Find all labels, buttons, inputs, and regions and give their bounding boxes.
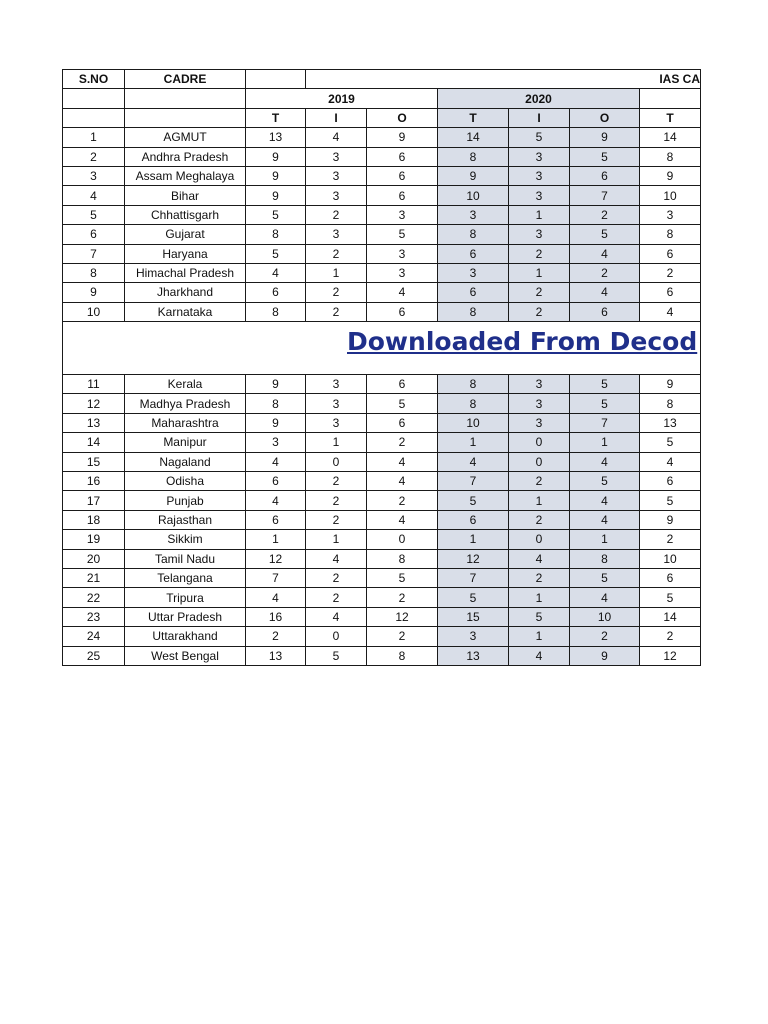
cell-i-2020: 0	[509, 433, 570, 452]
cell-i-2019: 1	[306, 530, 367, 549]
cell-o-2019: 2	[367, 588, 438, 607]
cell-i-2019: 1	[306, 263, 367, 282]
cell-cadre: Punjab	[125, 491, 246, 510]
cell-o-2019: 6	[367, 147, 438, 166]
cell-i-2020: 2	[509, 244, 570, 263]
cell-sno: 2	[63, 147, 125, 166]
cell-cadre: Tripura	[125, 588, 246, 607]
cell-t-2020: 5	[438, 491, 509, 510]
cell-cadre: West Bengal	[125, 646, 246, 665]
cell-o-2020: 9	[570, 128, 640, 147]
cell-t-next: 2	[640, 627, 701, 646]
cell-o-2020: 8	[570, 549, 640, 568]
cell-cadre: Kerala	[125, 375, 246, 394]
cell-t-2019: 5	[246, 244, 306, 263]
cell-i-2020: 3	[509, 394, 570, 413]
cell-o-2019: 5	[367, 568, 438, 587]
cell-t-2019: 9	[246, 147, 306, 166]
table-row	[63, 263, 701, 282]
cell-sno: 6	[63, 225, 125, 244]
cell-t-2020: 15	[438, 607, 509, 626]
cell-t-2019: 13	[246, 646, 306, 665]
cell-sno: 16	[63, 472, 125, 491]
cell-o-2019: 3	[367, 263, 438, 282]
cell-i-2019: 3	[306, 186, 367, 205]
table-row	[63, 491, 701, 510]
cell-t-2020: 8	[438, 302, 509, 321]
cell-t-next: 4	[640, 452, 701, 471]
cell-t-next: 8	[640, 225, 701, 244]
cell-o-2020: 7	[570, 186, 640, 205]
cell-sno: 18	[63, 510, 125, 529]
cell-t-2020: 7	[438, 472, 509, 491]
table-row	[63, 186, 701, 205]
cell-t-2019: 8	[246, 225, 306, 244]
cell-o-2019: 5	[367, 225, 438, 244]
cell-t-next: 9	[640, 166, 701, 185]
cell-o-2020: 4	[570, 244, 640, 263]
cell-i-2020: 0	[509, 530, 570, 549]
cell-t-2020: 4	[438, 452, 509, 471]
cell-sno: 19	[63, 530, 125, 549]
cell-o-2019: 8	[367, 646, 438, 665]
cell-t-2020: 1	[438, 433, 509, 452]
cell-t-2019: 12	[246, 549, 306, 568]
cell-o-2020: 5	[570, 375, 640, 394]
cell-i-2020: 5	[509, 128, 570, 147]
cell-o-2020: 5	[570, 394, 640, 413]
table-row	[63, 225, 701, 244]
cell-o-2019: 4	[367, 510, 438, 529]
cell-o-2020: 5	[570, 225, 640, 244]
cell-t-next: 5	[640, 588, 701, 607]
cell-t-2020: 10	[438, 413, 509, 432]
cell-i-2019: 2	[306, 568, 367, 587]
cell-t-2020: 8	[438, 225, 509, 244]
cell-t-2020: 14	[438, 128, 509, 147]
cell-i-2020: 2	[509, 283, 570, 302]
cell-i-2020: 2	[509, 568, 570, 587]
cell-t-next: 8	[640, 394, 701, 413]
cell-o-2020: 2	[570, 205, 640, 224]
cell-o-2019: 6	[367, 413, 438, 432]
table-row	[63, 413, 701, 432]
cell-i-2020: 2	[509, 472, 570, 491]
cell-i-2019: 2	[306, 244, 367, 263]
table-row	[63, 205, 701, 224]
table-row	[63, 433, 701, 452]
cell-t-next: 9	[640, 375, 701, 394]
cell-o-2020: 4	[570, 283, 640, 302]
table-row	[63, 452, 701, 471]
cell-t-2020: 6	[438, 244, 509, 263]
cell-t-2020: 3	[438, 627, 509, 646]
cell-o-2019: 9	[367, 128, 438, 147]
cell-t-next: 6	[640, 244, 701, 263]
cell-t-2020: 6	[438, 283, 509, 302]
cell-t-2019: 7	[246, 568, 306, 587]
banner-row	[63, 322, 701, 375]
cell-i-2020: 1	[509, 263, 570, 282]
cell-t-next: 6	[640, 568, 701, 587]
table-row	[63, 472, 701, 491]
cell-i-2019: 3	[306, 394, 367, 413]
banner-cell	[63, 322, 701, 375]
cell-i-2019: 2	[306, 510, 367, 529]
table-row	[63, 302, 701, 321]
cell-i-2020: 2	[509, 510, 570, 529]
table-row	[63, 510, 701, 529]
cell-o-2020: 6	[570, 166, 640, 185]
cell-t-2020: 9	[438, 166, 509, 185]
cadre-table	[62, 69, 701, 666]
table-row	[63, 128, 701, 147]
cell-i-2019: 1	[306, 433, 367, 452]
cell-t-2019: 5	[246, 205, 306, 224]
cell-sno: 4	[63, 186, 125, 205]
cell-i-2020: 0	[509, 452, 570, 471]
cell-i-2019: 2	[306, 283, 367, 302]
cell-i-2020: 3	[509, 375, 570, 394]
header-cadre: CADRE	[125, 70, 246, 89]
cell-sno: 21	[63, 568, 125, 587]
cell-cadre: Gujarat	[125, 225, 246, 244]
header-row-3	[63, 108, 701, 127]
cell-cadre: Karnataka	[125, 302, 246, 321]
cell-t-2020: 8	[438, 394, 509, 413]
cell-cadre: Assam Meghalaya	[125, 166, 246, 185]
cell-cadre: Rajasthan	[125, 510, 246, 529]
table-row	[63, 375, 701, 394]
cell-i-2020: 3	[509, 225, 570, 244]
cell-o-2020: 5	[570, 147, 640, 166]
header-empty	[640, 89, 701, 108]
cell-t-2019: 9	[246, 413, 306, 432]
cell-sno: 24	[63, 627, 125, 646]
table-row	[63, 166, 701, 185]
cell-o-2019: 2	[367, 433, 438, 452]
cell-t-2019: 4	[246, 491, 306, 510]
cell-sno: 5	[63, 205, 125, 224]
cell-o-2019: 4	[367, 283, 438, 302]
cell-cadre: Telangana	[125, 568, 246, 587]
cell-sno: 11	[63, 375, 125, 394]
cell-i-2019: 2	[306, 302, 367, 321]
cell-t-2020: 5	[438, 588, 509, 607]
cell-cadre: Uttar Pradesh	[125, 607, 246, 626]
cell-o-2020: 5	[570, 568, 640, 587]
cell-t-next: 2	[640, 263, 701, 282]
subheader-i-2019: I	[306, 108, 367, 127]
cell-o-2019: 3	[367, 244, 438, 263]
cell-t-2019: 8	[246, 394, 306, 413]
cell-o-2019: 4	[367, 452, 438, 471]
cell-i-2019: 4	[306, 549, 367, 568]
cell-sno: 12	[63, 394, 125, 413]
table-row	[63, 244, 701, 263]
cell-i-2020: 1	[509, 588, 570, 607]
cell-o-2020: 4	[570, 491, 640, 510]
cell-i-2019: 0	[306, 452, 367, 471]
header-empty	[63, 108, 125, 127]
cell-o-2019: 2	[367, 627, 438, 646]
cell-o-2020: 7	[570, 413, 640, 432]
header-empty	[246, 70, 306, 89]
cell-t-next: 5	[640, 433, 701, 452]
cell-t-next: 5	[640, 491, 701, 510]
cell-sno: 1	[63, 128, 125, 147]
cell-i-2019: 3	[306, 413, 367, 432]
cell-sno: 15	[63, 452, 125, 471]
cell-o-2020: 1	[570, 433, 640, 452]
cell-i-2020: 4	[509, 646, 570, 665]
table-row	[63, 549, 701, 568]
cell-sno: 10	[63, 302, 125, 321]
cell-i-2019: 3	[306, 375, 367, 394]
cell-t-next: 8	[640, 147, 701, 166]
cell-cadre: Manipur	[125, 433, 246, 452]
cell-i-2020: 3	[509, 166, 570, 185]
cell-t-2019: 6	[246, 472, 306, 491]
cell-t-2019: 2	[246, 627, 306, 646]
table-row	[63, 588, 701, 607]
subheader-o-2019: O	[367, 108, 438, 127]
cell-sno: 17	[63, 491, 125, 510]
spreadsheet-view	[62, 69, 701, 669]
table-row	[63, 394, 701, 413]
download-source-link[interactable]: Downloaded From Decod	[347, 327, 698, 357]
cell-cadre: Haryana	[125, 244, 246, 263]
cell-o-2019: 2	[367, 491, 438, 510]
cell-t-next: 2	[640, 530, 701, 549]
table-row	[63, 627, 701, 646]
cell-sno: 7	[63, 244, 125, 263]
cell-cadre: Andhra Pradesh	[125, 147, 246, 166]
cell-o-2019: 5	[367, 394, 438, 413]
cell-i-2019: 5	[306, 646, 367, 665]
cell-i-2020: 5	[509, 607, 570, 626]
cell-sno: 20	[63, 549, 125, 568]
cell-i-2019: 3	[306, 166, 367, 185]
table-row	[63, 147, 701, 166]
cell-t-2019: 16	[246, 607, 306, 626]
cell-cadre: Chhattisgarh	[125, 205, 246, 224]
cell-sno: 3	[63, 166, 125, 185]
cell-t-next: 6	[640, 472, 701, 491]
cell-t-next: 10	[640, 549, 701, 568]
header-empty	[125, 108, 246, 127]
cell-sno: 14	[63, 433, 125, 452]
cell-i-2019: 3	[306, 225, 367, 244]
cell-o-2019: 12	[367, 607, 438, 626]
cell-t-2020: 3	[438, 263, 509, 282]
cell-sno: 23	[63, 607, 125, 626]
cell-o-2020: 5	[570, 472, 640, 491]
cell-t-2020: 12	[438, 549, 509, 568]
cell-t-2020: 3	[438, 205, 509, 224]
cell-i-2020: 3	[509, 147, 570, 166]
cell-o-2020: 6	[570, 302, 640, 321]
header-empty	[125, 89, 246, 108]
header-year-2019: 2019	[246, 89, 438, 108]
table-row	[63, 607, 701, 626]
cell-t-2020: 8	[438, 147, 509, 166]
cell-cadre: AGMUT	[125, 128, 246, 147]
cell-i-2020: 4	[509, 549, 570, 568]
cell-i-2019: 4	[306, 128, 367, 147]
cell-cadre: Bihar	[125, 186, 246, 205]
table-row	[63, 283, 701, 302]
cell-t-2019: 9	[246, 375, 306, 394]
cell-i-2019: 0	[306, 627, 367, 646]
cell-t-next: 3	[640, 205, 701, 224]
cell-cadre: Sikkim	[125, 530, 246, 549]
subheader-t-2019: T	[246, 108, 306, 127]
subheader-o-2020: O	[570, 108, 640, 127]
cell-o-2019: 8	[367, 549, 438, 568]
cell-i-2019: 2	[306, 588, 367, 607]
cell-o-2020: 1	[570, 530, 640, 549]
cell-t-next: 13	[640, 413, 701, 432]
cell-t-2019: 3	[246, 433, 306, 452]
cell-t-2020: 7	[438, 568, 509, 587]
cell-o-2019: 3	[367, 205, 438, 224]
cell-i-2020: 2	[509, 302, 570, 321]
cell-cadre: Madhya Pradesh	[125, 394, 246, 413]
subheader-i-2020: I	[509, 108, 570, 127]
cell-sno: 13	[63, 413, 125, 432]
cell-o-2020: 9	[570, 646, 640, 665]
cell-t-2020: 1	[438, 530, 509, 549]
cell-sno: 25	[63, 646, 125, 665]
cell-t-2019: 6	[246, 283, 306, 302]
cell-i-2020: 1	[509, 491, 570, 510]
cell-i-2020: 3	[509, 413, 570, 432]
cell-o-2020: 2	[570, 263, 640, 282]
cell-t-2019: 4	[246, 263, 306, 282]
cell-o-2020: 10	[570, 607, 640, 626]
cell-cadre: Odisha	[125, 472, 246, 491]
cell-t-2019: 13	[246, 128, 306, 147]
header-year-2020: 2020	[438, 89, 640, 108]
cell-cadre: Himachal Pradesh	[125, 263, 246, 282]
cell-o-2019: 0	[367, 530, 438, 549]
header-ias-group: IAS CA	[306, 70, 701, 89]
cell-t-next: 6	[640, 283, 701, 302]
cell-o-2019: 4	[367, 472, 438, 491]
cell-t-2019: 4	[246, 452, 306, 471]
cell-i-2019: 2	[306, 472, 367, 491]
table-row	[63, 646, 701, 665]
cell-t-2019: 9	[246, 166, 306, 185]
header-sno: S.NO	[63, 70, 125, 89]
header-row-1	[63, 70, 701, 89]
cell-sno: 8	[63, 263, 125, 282]
cell-sno: 22	[63, 588, 125, 607]
cell-i-2019: 3	[306, 147, 367, 166]
cell-t-next: 9	[640, 510, 701, 529]
header-row-2	[63, 89, 701, 108]
cell-t-2019: 1	[246, 530, 306, 549]
cell-t-next: 10	[640, 186, 701, 205]
cell-i-2019: 2	[306, 491, 367, 510]
cell-t-next: 14	[640, 128, 701, 147]
cell-o-2020: 4	[570, 510, 640, 529]
cell-t-next: 4	[640, 302, 701, 321]
header-empty	[63, 89, 125, 108]
cell-o-2019: 6	[367, 166, 438, 185]
cell-i-2019: 4	[306, 607, 367, 626]
cell-t-2019: 9	[246, 186, 306, 205]
subheader-t-next: T	[640, 108, 701, 127]
cell-t-next: 12	[640, 646, 701, 665]
cell-t-2020: 8	[438, 375, 509, 394]
cell-t-2019: 4	[246, 588, 306, 607]
table-row	[63, 568, 701, 587]
cell-o-2020: 4	[570, 588, 640, 607]
subheader-t-2020: T	[438, 108, 509, 127]
cell-cadre: Nagaland	[125, 452, 246, 471]
cell-o-2019: 6	[367, 302, 438, 321]
cell-cadre: Uttarakhand	[125, 627, 246, 646]
cell-o-2019: 6	[367, 375, 438, 394]
cell-i-2019: 2	[306, 205, 367, 224]
table-row	[63, 530, 701, 549]
cell-cadre: Jharkhand	[125, 283, 246, 302]
cell-t-next: 14	[640, 607, 701, 626]
cell-sno: 9	[63, 283, 125, 302]
cell-t-2019: 6	[246, 510, 306, 529]
cell-i-2020: 3	[509, 186, 570, 205]
cell-cadre: Tamil Nadu	[125, 549, 246, 568]
cell-o-2019: 6	[367, 186, 438, 205]
cell-t-2020: 13	[438, 646, 509, 665]
cell-t-2019: 8	[246, 302, 306, 321]
cell-t-2020: 6	[438, 510, 509, 529]
cell-i-2020: 1	[509, 205, 570, 224]
cell-cadre: Maharashtra	[125, 413, 246, 432]
cell-o-2020: 4	[570, 452, 640, 471]
cell-i-2020: 1	[509, 627, 570, 646]
cell-t-2020: 10	[438, 186, 509, 205]
cell-o-2020: 2	[570, 627, 640, 646]
